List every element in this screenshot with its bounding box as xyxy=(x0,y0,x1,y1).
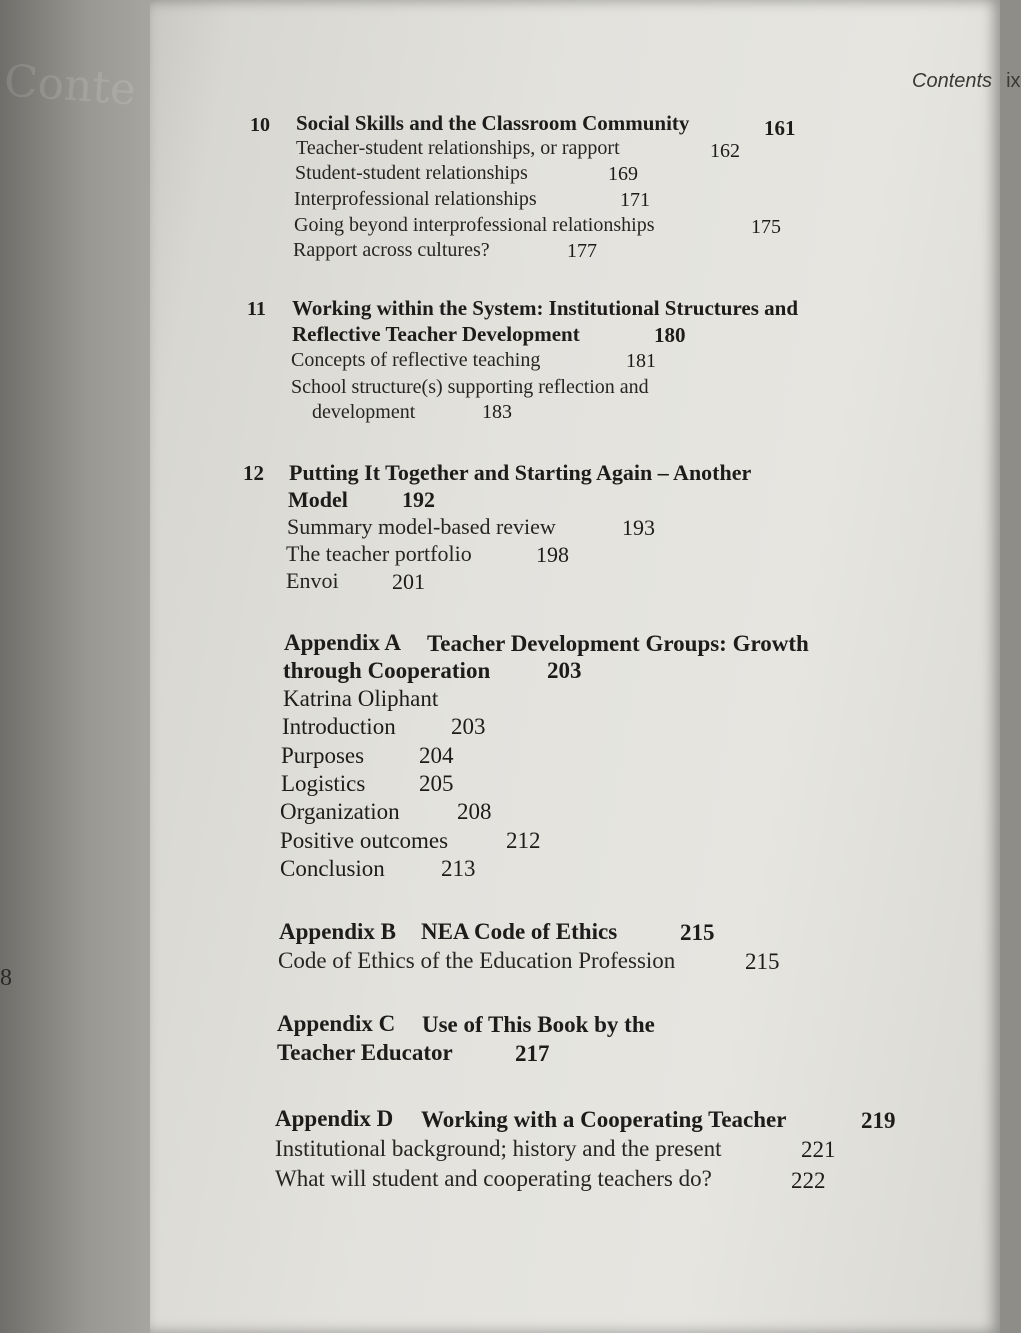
section-page: 162 xyxy=(710,140,740,162)
appendix-title: NEA Code of Ethics xyxy=(421,919,618,944)
appendix-title-line1: Use of This Book by the xyxy=(422,1012,655,1037)
appendix-label: Appendix D xyxy=(275,1106,394,1131)
section-page: 213 xyxy=(441,856,476,881)
appendix-title-line2: through Cooperation xyxy=(283,658,491,683)
page-number: ix xyxy=(1006,70,1021,92)
appendix-page: 215 xyxy=(680,920,715,945)
chapter-number: 11 xyxy=(247,298,266,320)
section-page: 204 xyxy=(419,743,454,768)
contents-page xyxy=(150,0,1021,1333)
section-title-cont: development xyxy=(312,401,416,423)
section-page: 203 xyxy=(451,714,486,739)
section-page: 181 xyxy=(626,350,656,372)
section-title: Envoi xyxy=(286,568,339,593)
section-title: Logistics xyxy=(281,771,366,796)
appendix-label: Appendix A xyxy=(284,630,401,655)
section-title: Interprofessional relationships xyxy=(294,188,537,210)
section-page: 215 xyxy=(745,949,780,974)
section-title: Positive outcomes xyxy=(280,828,449,853)
appendix-author: Katrina Oliphant xyxy=(283,686,439,711)
running-head xyxy=(912,70,1021,93)
appendix-title-line1: Teacher Development Groups: Growth xyxy=(427,631,809,656)
section-title: Teacher-student relationships, or rapport xyxy=(296,137,620,159)
section-page: 171 xyxy=(620,189,650,211)
chapter-title-line2: Reflective Teacher Development xyxy=(292,322,580,346)
chapter-title-line1: Working within the System: Institutional Structures and xyxy=(292,296,799,320)
chapter-number: 10 xyxy=(250,114,270,136)
section-page: 201 xyxy=(392,569,425,594)
appendix-label: Appendix C xyxy=(277,1011,396,1036)
section-page: 212 xyxy=(506,828,541,853)
running-head-label: Contents xyxy=(912,70,993,92)
section-page: 198 xyxy=(536,542,569,567)
appendix-label: Appendix B xyxy=(279,919,396,944)
section-page: 221 xyxy=(801,1137,836,1162)
section-title: What will student and cooperating teachers do? xyxy=(275,1166,712,1191)
appendix-page: 217 xyxy=(515,1041,550,1066)
appendix-page: 203 xyxy=(547,658,582,683)
section-title: Summary model-based review xyxy=(287,514,556,539)
section-title: Rapport across cultures? xyxy=(293,239,490,261)
appendix-title: Working with a Cooperating Teacher xyxy=(421,1107,787,1132)
section-title: School structure(s) supporting reflection and xyxy=(291,376,649,398)
chapter-title-line2: Model xyxy=(288,487,348,512)
section-title: Concepts of reflective teaching xyxy=(291,349,541,371)
section-page: 169 xyxy=(608,163,638,185)
left-page-edge xyxy=(0,0,160,1333)
section-title: The teacher portfolio xyxy=(286,541,472,566)
section-page: 175 xyxy=(751,216,781,238)
section-title: Institutional background; history and the present xyxy=(275,1136,722,1161)
section-page: 208 xyxy=(457,799,492,824)
section-page: 177 xyxy=(567,240,597,262)
chapter-title-line1: Putting It Together and Starting Again – Another xyxy=(289,460,752,485)
section-title: Introduction xyxy=(282,714,396,739)
left-page-number: 8 xyxy=(0,965,12,991)
section-title: Purposes xyxy=(281,743,365,768)
show-through-text: Conte xyxy=(2,55,138,116)
section-page: 183 xyxy=(482,401,512,423)
section-page: 193 xyxy=(622,515,655,540)
chapter-page: 180 xyxy=(654,323,686,347)
chapter-page: 161 xyxy=(764,116,796,140)
section-title: Code of Ethics of the Education Profession xyxy=(278,948,676,973)
section-title: Conclusion xyxy=(280,856,385,881)
appendix-title-line2: Teacher Educator xyxy=(277,1040,453,1065)
section-title: Organization xyxy=(280,799,400,824)
appendix-page: 219 xyxy=(861,1108,896,1133)
section-page: 205 xyxy=(419,771,454,796)
section-page: 222 xyxy=(791,1168,826,1193)
chapter-title: Social Skills and the Classroom Community xyxy=(296,111,690,135)
chapter-page: 192 xyxy=(402,487,435,512)
section-title: Student-student relationships xyxy=(295,162,528,184)
section-title: Going beyond interprofessional relationships xyxy=(294,214,655,236)
chapter-number: 12 xyxy=(243,461,264,485)
